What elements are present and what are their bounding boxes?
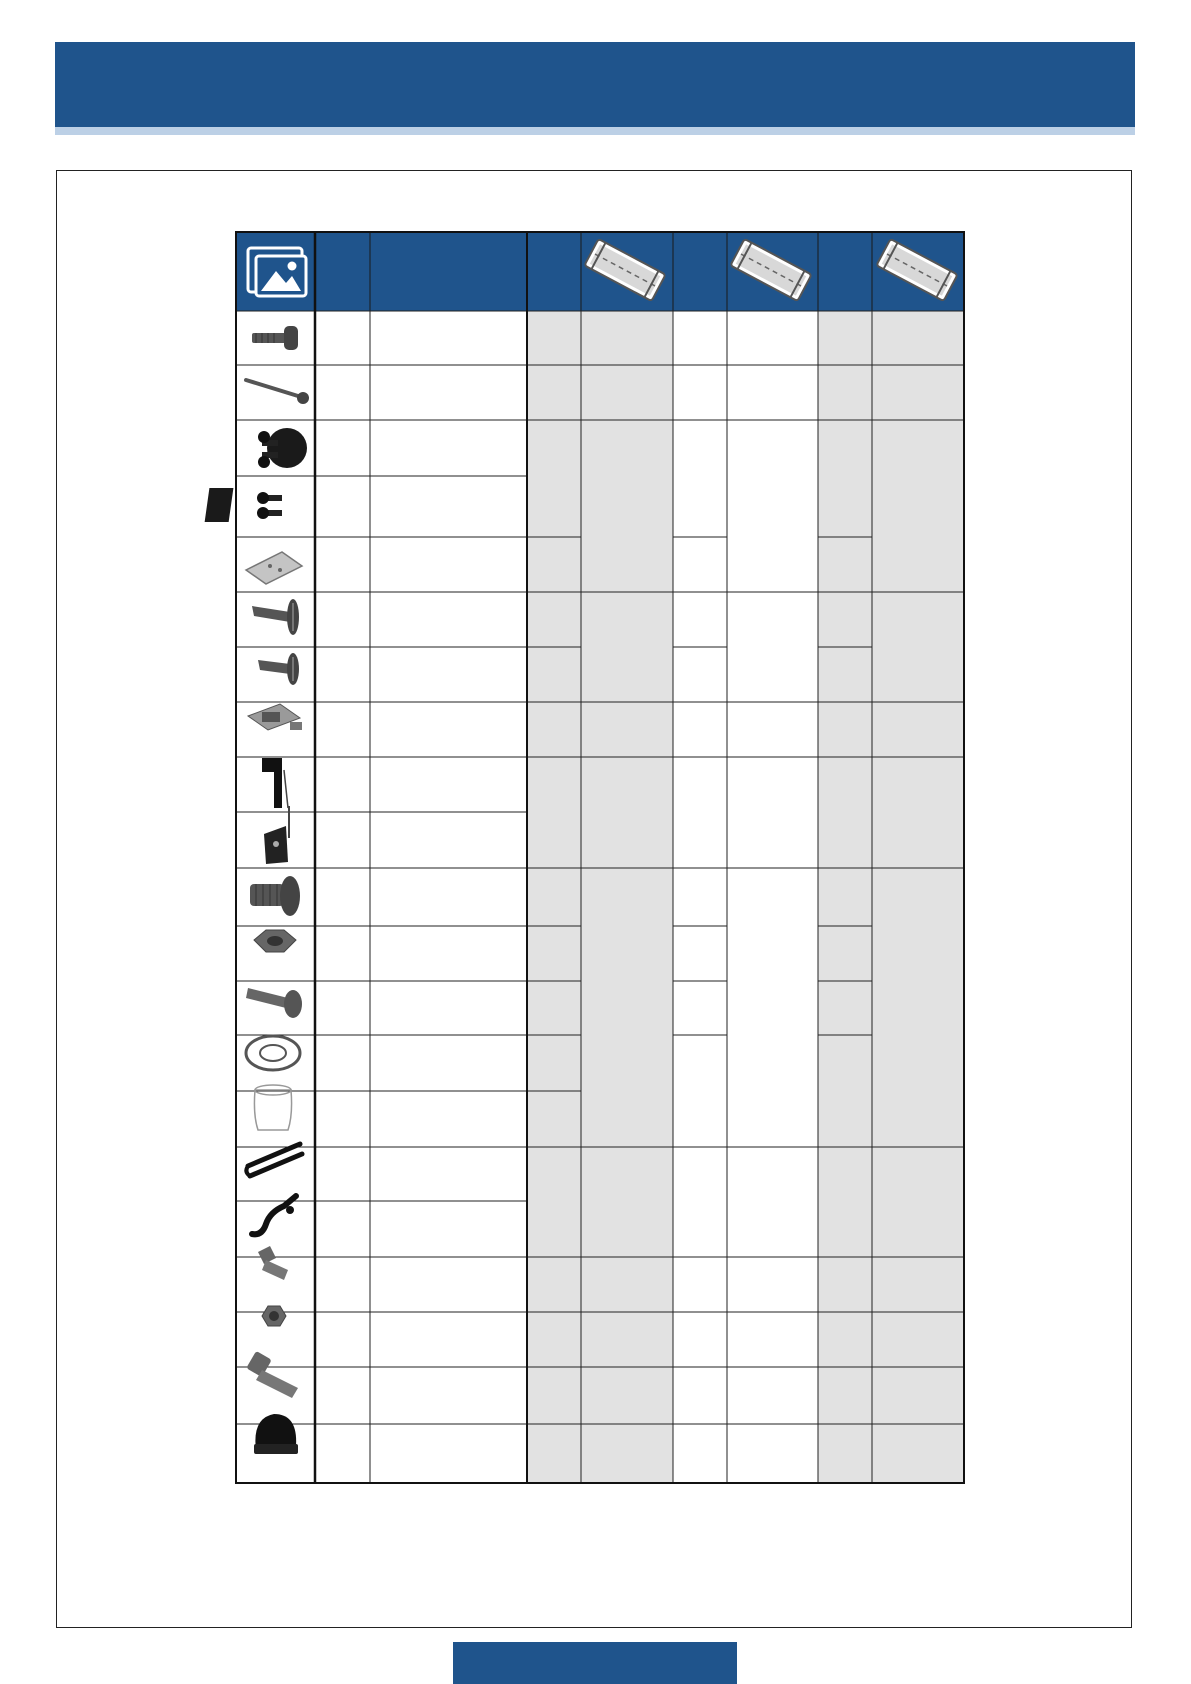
part-image-cell [236,476,315,537]
table-cell [370,757,527,812]
header-cell [315,232,370,311]
table-cell [673,1424,727,1483]
table-cell [527,592,581,647]
table-cell [818,981,872,1035]
table-cell [315,311,370,365]
table-cell [581,1257,673,1312]
table-cell [673,868,727,926]
table-cell [527,1257,581,1312]
table-cell [818,365,872,420]
table-cell [581,1424,673,1483]
table-cell [872,868,964,1147]
table-cell [673,981,727,1035]
table-cell [370,647,527,702]
table-cell [370,981,527,1035]
table-cell [727,1257,818,1312]
table-cell [370,812,527,868]
table-cell [370,1312,527,1367]
table-cell [673,757,727,868]
table-cell [527,1091,581,1147]
table-cell [673,647,727,702]
table-cell [818,1424,872,1483]
table-cell [872,1367,964,1424]
table-cell [581,757,673,868]
table-cell [315,1201,370,1257]
table-cell [673,702,727,757]
table-cell [527,981,581,1035]
table-cell [673,311,727,365]
table-cell [673,365,727,420]
table-cell [370,926,527,981]
table-cell [818,647,872,702]
table-cell [818,537,872,592]
table-cell [818,757,872,868]
table-cell [370,420,527,476]
table-cell [370,1035,527,1091]
table-cell [527,311,581,365]
table-cell [581,868,673,1147]
table-cell [727,592,818,702]
table-cell [727,1312,818,1367]
table-cell [315,981,370,1035]
table-cell [581,420,673,592]
table-cell [315,812,370,868]
table-cell [527,926,581,981]
table-cell [872,1147,964,1257]
table-cell [673,537,727,592]
table-cell [872,1257,964,1312]
table-cell [315,647,370,702]
table-cell [673,420,727,537]
table-cell [581,1367,673,1424]
header-cell [673,232,727,311]
part-image-cell [236,647,315,702]
table-cell [370,1424,527,1483]
table-cell [315,702,370,757]
table-cell [581,1312,673,1367]
table-cell [527,868,581,926]
table-cell [315,1091,370,1147]
table-cell [370,1091,527,1147]
part-image-cell [236,1091,315,1147]
table-cell [527,1424,581,1483]
header-cell [527,232,581,311]
table-cell [727,702,818,757]
table-cell [315,1257,370,1312]
table-cell [370,868,527,926]
table-cell [370,592,527,647]
table-cell [581,592,673,702]
table-cell [527,1035,581,1091]
table-cell [315,757,370,812]
table-cell [673,1147,727,1257]
table-cell [872,702,964,757]
table-cell [581,1147,673,1257]
table-cell [818,1147,872,1257]
table-cell [581,702,673,757]
table-cell [818,1035,872,1147]
table-cell [581,365,673,420]
table-cell [370,702,527,757]
table-cell [315,1367,370,1424]
table-cell [527,647,581,702]
table-cell [315,592,370,647]
table-cell [727,1367,818,1424]
table-cell [315,868,370,926]
table-cell [527,420,581,537]
table-cell [315,537,370,592]
table-cell [818,592,872,647]
table-cell [818,702,872,757]
table-cell [527,537,581,592]
table-cell [315,1424,370,1483]
table-cell [527,757,581,868]
table-cell [727,420,818,592]
table-cell [872,1424,964,1483]
table-cell [872,592,964,702]
table-cell [727,1147,818,1257]
table-cell [872,420,964,592]
table-cell [727,757,818,868]
table-cell [315,926,370,981]
header-cell [818,232,872,311]
table-cell [370,365,527,420]
table-cell [315,420,370,476]
table-cell [527,1147,581,1257]
table-cell [818,1312,872,1367]
part-image-cell [236,1035,315,1091]
table-cell [527,365,581,420]
table-cell [315,1035,370,1091]
table-cell [315,476,370,537]
table-cell [818,311,872,365]
table-cell [673,1367,727,1424]
table-cell [581,311,673,365]
table-cell [370,476,527,537]
table-cell [673,1312,727,1367]
table-cell [527,1312,581,1367]
table-cell [527,702,581,757]
table-cell [315,1147,370,1201]
table-cell [818,868,872,926]
table-cell [872,365,964,420]
table-cell [872,1312,964,1367]
table-cell [818,1257,872,1312]
table-cell [727,365,818,420]
header-cell [370,232,527,311]
table-cell [727,1424,818,1483]
table-cell [370,1367,527,1424]
table-cell [370,1201,527,1257]
table-cell [370,1147,527,1201]
table-cell [315,1312,370,1367]
table-cell [315,365,370,420]
table-cell [872,311,964,365]
table-cell [818,926,872,981]
table-cell [673,592,727,647]
table-cell [527,1367,581,1424]
table-cell [818,1367,872,1424]
table-cell [370,537,527,592]
table-cell [370,1257,527,1312]
table-cell [872,757,964,868]
table-cell [727,868,818,1147]
table-cell [818,420,872,537]
table-cell [673,926,727,981]
table-cell [727,311,818,365]
picture-gallery-icon [248,248,306,296]
table-cell [673,1257,727,1312]
table-cell [370,311,527,365]
table-cell [673,1035,727,1147]
